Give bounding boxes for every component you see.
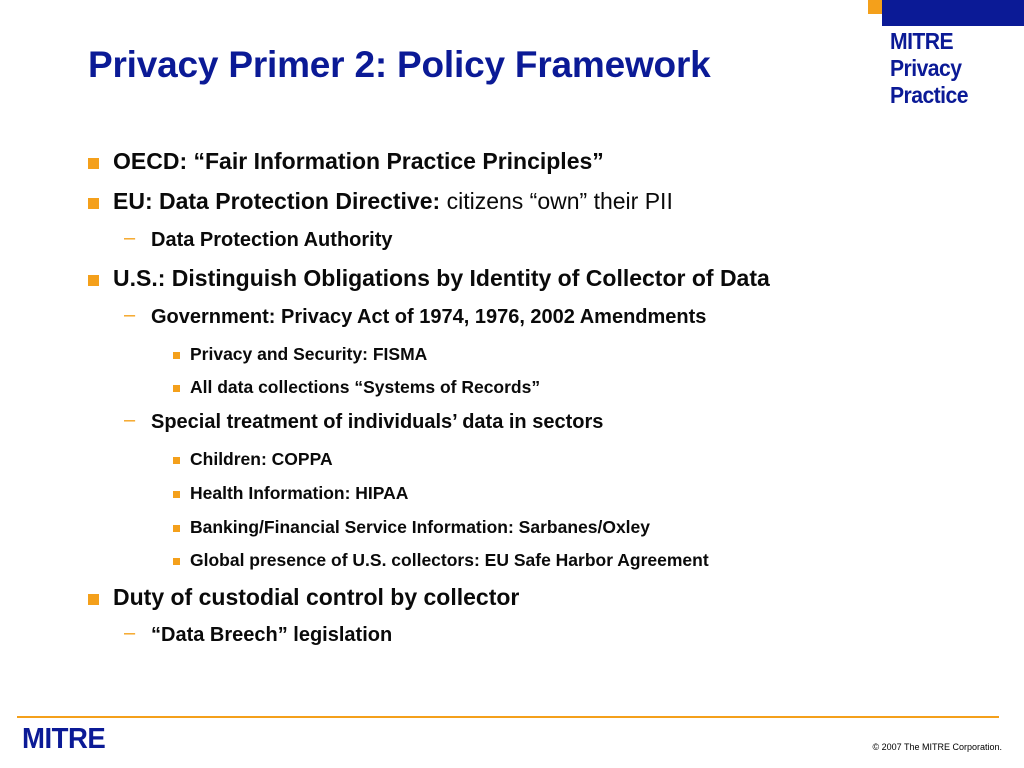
bullet-coppa [190,449,333,470]
footer-copyright: © 2007 The MITRE Corporation. [872,742,1002,752]
brand-line-mitre: MITRE [890,28,954,54]
small-square-bullet-icon [173,558,180,565]
bullet-text: Duty of custodial control by collector [113,584,520,610]
square-bullet-icon [88,198,99,209]
bullet-text-bold: EU: Data Protection Directive: [113,188,441,214]
small-square-bullet-icon [173,491,180,498]
bullet-text: “Data Breech” legislation [151,624,393,646]
bullet-fisma [190,344,427,365]
brand-line-privacy: Privacy [890,55,962,81]
dash-bullet-icon: – [124,304,136,326]
bullet-text: Global presence of U.S. collectors: EU Safe Harbor Agreement [190,550,709,570]
bullet-special-treatment [124,409,604,434]
bullet-text: Government: Privacy Act of 1974, 1976, 2002 Amendments [151,306,707,328]
dash-bullet-icon: – [124,409,136,431]
dash-bullet-icon: – [124,622,136,644]
bullet-safe-harbor [190,550,709,571]
bullet-custodial-control [113,584,519,611]
square-bullet-icon [88,594,99,605]
bullet-us-obligations [113,265,770,292]
slide-title: Privacy Primer 2: Policy Framework [88,44,711,85]
bullet-text: Banking/Financial Service Information: Sarbanes/Oxley [190,517,651,537]
square-bullet-icon [88,158,99,169]
dash-bullet-icon: – [124,227,136,249]
bullet-text: Children: COPPA [190,449,333,469]
bullet-text: Special treatment of individuals’ data in sectors [151,411,604,433]
brand-line-practice: Practice [890,82,968,108]
bullet-sarbanes-oxley [190,517,650,538]
square-bullet-icon [88,275,99,286]
bullet-systems-of-records [190,377,540,398]
footer-divider [17,716,999,718]
bullet-text: All data collections “Systems of Records” [190,377,541,397]
small-square-bullet-icon [173,457,180,464]
bullet-data-breech [124,622,393,647]
bullet-data-protection-authority [124,227,393,252]
bullet-text: Privacy and Security: FISMA [190,344,428,364]
bullet-text: OECD: “Fair Information Practice Principles” [113,148,604,174]
bullet-oecd [113,148,604,175]
bullet-text-normal: citizens “own” their PII [440,188,673,214]
bullet-text: Data Protection Authority [151,229,393,251]
small-square-bullet-icon [173,525,180,532]
bullet-eu-directive [113,188,673,215]
bullet-text: Health Information: HIPAA [190,483,409,503]
bullet-government-privacy-act [124,304,707,329]
bullet-text: U.S.: Distinguish Obligations by Identity of Collector of Data [113,265,770,291]
small-square-bullet-icon [173,385,180,392]
bullet-hipaa [190,483,408,504]
small-square-bullet-icon [173,352,180,359]
footer-mitre-logo: MITRE [22,723,106,755]
